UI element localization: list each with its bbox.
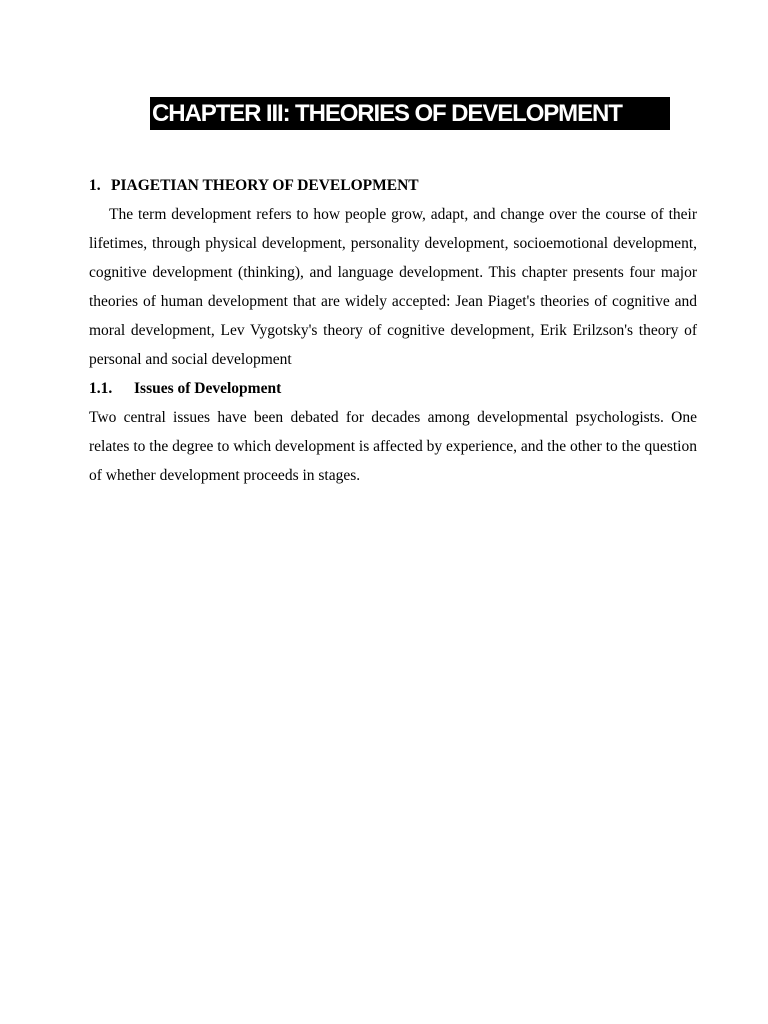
subsection-number: 1.1. (89, 380, 113, 397)
section-number: 1. (89, 177, 101, 194)
section-heading (89, 176, 419, 196)
subsection-heading (89, 379, 281, 399)
chapter-title: CHAPTER III: THEORIES OF DEVELOPMENT (150, 97, 670, 130)
subsection-title: Issues of Development (134, 380, 282, 397)
section-paragraph: The term development refers to how people grow, adapt, and change over the course of their lifetimes, through physical development, personality development, socioemotional development, cognitive development (thinking), and language development. This chapter presents four major theories of human development that are widely accepted: Jean Piaget's theories of cognitive and moral development, Lev Vygotsky's theory of cognitive development, Erik Erilzson's theory of personal and social development (89, 206, 697, 368)
section-title: PIAGETIAN THEORY OF DEVELOPMENT (111, 177, 419, 194)
subsection-paragraph: Two central issues have been debated for decades among developmental psychologists. One relates to the degree to which development is affected by experience, and the other to the question of whether development proceeds in stages. (89, 409, 697, 484)
